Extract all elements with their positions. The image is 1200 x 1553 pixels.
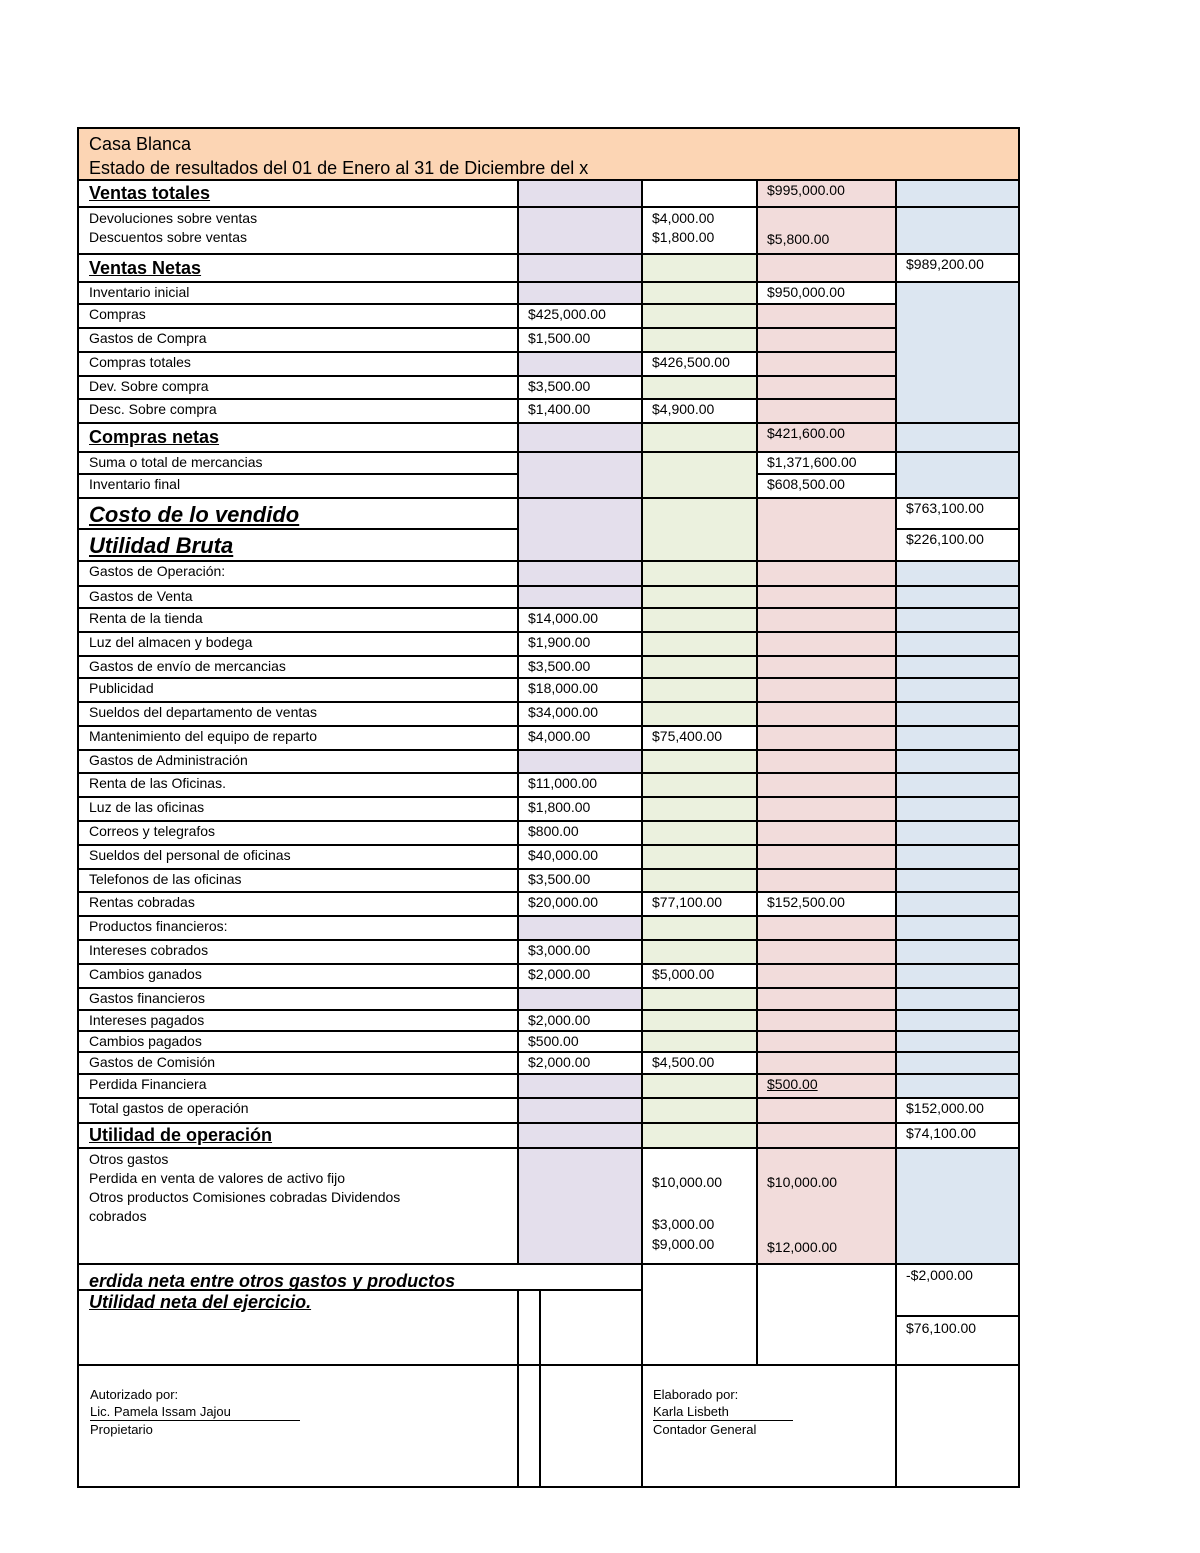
cell-c4: $763,100.00 [895, 499, 1018, 530]
row-label: Intereses pagados [89, 1012, 205, 1028]
row-label: Sueldos del personal de oficinas [89, 847, 291, 863]
row-label: Mantenimiento del equipo de reparto [89, 728, 318, 744]
cell-c1 [517, 965, 641, 987]
row-label: Desc. Sobre compra [89, 401, 217, 417]
cell-c3: $12,000.00 [767, 1239, 838, 1255]
cell-value: $3,500.00 [528, 871, 591, 887]
row-cambios-ganados [79, 965, 1018, 989]
cell-c1: $1,500.00 [517, 329, 641, 351]
row-sueldos-oficinas [79, 846, 1018, 870]
row-mantenimiento [79, 727, 1018, 751]
cell-value: $34,000.00 [528, 704, 599, 720]
cell-value: $152,500.00 [767, 894, 845, 910]
cell-value: $2,000.00 [528, 1054, 591, 1070]
row-label: Intereses cobrados [89, 942, 209, 958]
cell-value: $4,500.00 [652, 1054, 715, 1070]
row-gastos-admin [79, 751, 1018, 774]
signature-authorized [90, 1386, 300, 1438]
cell-c2: $9,000.00 [652, 1236, 715, 1252]
utilidad-neta-value: $76,100.00 [906, 1320, 977, 1336]
row-otros-gastos-productos [79, 1149, 1018, 1265]
row-label: Total gastos de operación [89, 1100, 249, 1116]
signature-prepared [653, 1386, 793, 1438]
cell-value: $74,100.00 [906, 1125, 977, 1141]
cell-value: $77,100.00 [652, 894, 723, 910]
cell-c3: $10,000.00 [767, 1174, 838, 1190]
row-gastos-operacion [79, 562, 1018, 587]
row-label: Inventario final [89, 476, 181, 492]
cell-c2: $4,000.00 [652, 210, 715, 226]
cell-c2 [641, 965, 756, 987]
row-telefonos [79, 870, 1018, 893]
row-label: Sueldos del departamento de ventas [89, 704, 318, 720]
cell-value: $18,000.00 [528, 680, 599, 696]
cell-value: $1,800.00 [528, 799, 591, 815]
row-label: Suma o total de mercancias [89, 454, 263, 470]
cell-c2 [641, 893, 756, 915]
cell-c3: $950,000.00 [756, 283, 895, 303]
cell-c1 [517, 609, 641, 631]
row-gastos-venta [79, 587, 1018, 609]
row-label: Gastos de Compra [89, 330, 207, 346]
cell-value: $11,000.00 [528, 775, 598, 791]
row-label: Correos y telegrafos [89, 823, 216, 839]
row-label: Gastos financieros [89, 990, 205, 1006]
cell-c2: $4,900.00 [641, 400, 756, 422]
cell-value: $75,400.00 [652, 728, 723, 744]
net-result-block [79, 1265, 1018, 1366]
row-label: cobrados [89, 1208, 147, 1224]
row-label: Perdida en venta de valores de activo fijo [89, 1170, 346, 1186]
signature-role: Propietario [90, 1422, 153, 1437]
cell-c1: $3,500.00 [517, 377, 641, 398]
row-label: Descuentos sobre ventas [89, 229, 247, 245]
cell-c1 [517, 798, 641, 820]
row-compras [79, 305, 1018, 329]
cell-c3 [756, 893, 895, 915]
cell-c4: $989,200.00 [895, 255, 1018, 281]
row-inventario-inicial [79, 283, 1018, 305]
cell-value: $500.00 [528, 1033, 579, 1049]
row-label: Telefonos de las oficinas [89, 871, 242, 887]
row-dev-compra [79, 377, 1018, 400]
row-total-gastos-op [79, 1099, 1018, 1124]
row-renta-oficinas [79, 774, 1018, 798]
row-label: Renta de las Oficinas. [89, 775, 226, 791]
row-label: Renta de la tienda [89, 610, 203, 626]
perdida-neta-value: -$2,000.00 [906, 1267, 973, 1283]
cell-c1 [517, 893, 641, 915]
cell-c1: $1,400.00 [517, 400, 641, 422]
row-label: Rentas cobradas [89, 894, 195, 910]
row-luz-almacen [79, 633, 1018, 657]
cell-c2: $426,500.00 [641, 353, 756, 375]
row-label: Devoluciones sobre ventas [89, 210, 258, 226]
row-compras-netas [79, 424, 1018, 453]
row-label: Gastos de Administración [89, 752, 248, 768]
signature-name: Lic. Pamela Issam Jajou [90, 1403, 300, 1421]
cell-c1 [517, 870, 641, 891]
cell-c1 [517, 1053, 641, 1073]
row-perdida-fin [79, 1075, 1018, 1099]
cell-c1 [517, 822, 641, 844]
row-ventas-netas [79, 255, 1018, 283]
row-compras-totales [79, 353, 1018, 377]
row-label: Otros productos Comisiones cobradas Dividendos [89, 1189, 401, 1205]
row-label: Cambios ganados [89, 966, 202, 982]
signature-caption: Elaborado por: [653, 1387, 739, 1402]
row-desc-compra [79, 400, 1018, 424]
cell-value: $40,000.00 [528, 847, 599, 863]
row-devoluciones-descuentos [79, 208, 1018, 255]
signature-name: Karla Lisbeth [653, 1403, 793, 1421]
row-label: Costo de lo vendido [89, 502, 300, 527]
row-intereses-pagados [79, 1011, 1018, 1032]
cell-c1 [517, 657, 641, 677]
cell-value: $500.00 [767, 1076, 818, 1092]
cell-c3: $1,371,600.00 [756, 453, 895, 473]
cell-c3: $608,500.00 [756, 475, 895, 497]
row-label: Utilidad Bruta [89, 532, 234, 558]
cell-c4 [895, 1099, 1018, 1122]
cell-value: $3,000.00 [528, 942, 591, 958]
cell-value: $800.00 [528, 823, 579, 839]
row-gastos-fin [79, 989, 1018, 1011]
row-label: Dev. Sobre compra [89, 378, 209, 394]
row-correos [79, 822, 1018, 846]
cell-c1 [517, 703, 641, 725]
cell-value: $2,000.00 [528, 966, 591, 982]
row-label: Gastos de Comisión [89, 1054, 216, 1070]
cell-c1 [517, 846, 641, 868]
cell-c2 [641, 727, 756, 749]
row-label: Gastos de envío de mercancias [89, 658, 286, 674]
row-intereses-cobrados [79, 941, 1018, 965]
row-label: Luz del almacen y bodega [89, 634, 253, 650]
row-rentas-cobradas [79, 893, 1018, 917]
row-publicidad [79, 679, 1018, 703]
row-label: Publicidad [89, 680, 154, 696]
cell-c2: $3,000.00 [652, 1216, 715, 1232]
row-label: Utilidad de operación [89, 1125, 273, 1145]
row-label: Perdida Financiera [89, 1076, 207, 1092]
row-gastos-envio [79, 657, 1018, 679]
row-label: Ventas totales [89, 183, 211, 203]
signature-block [79, 1366, 1018, 1486]
cell-c3: $995,000.00 [756, 181, 895, 206]
cell-c4 [895, 1124, 1018, 1147]
row-label: Compras netas [89, 427, 220, 447]
cell-c1 [517, 727, 641, 749]
cell-c4: $226,100.00 [895, 530, 1018, 560]
row-label: Gastos de Venta [89, 588, 193, 604]
cell-c1 [517, 774, 641, 796]
cell-value: $1,900.00 [528, 634, 591, 650]
row-cambios-pagados [79, 1032, 1018, 1053]
signature-role: Contador General [653, 1422, 757, 1437]
cell-c3: $421,600.00 [756, 424, 895, 451]
cell-value: $4,000.00 [528, 728, 591, 744]
cell-value: $152,000.00 [906, 1100, 984, 1116]
sheet-header [79, 129, 1018, 181]
cell-value: $2,000.00 [528, 1012, 591, 1028]
row-sueldos-ventas [79, 703, 1018, 727]
cell-c2 [641, 1053, 756, 1073]
row-productos-fin [79, 917, 1018, 941]
cell-c3: $5,800.00 [767, 231, 830, 247]
company-name: Casa Blanca [89, 134, 192, 154]
cell-value: $14,000.00 [528, 610, 599, 626]
cell-c1 [517, 633, 641, 655]
cell-c2: $10,000.00 [652, 1174, 723, 1190]
cell-c2: $1,800.00 [652, 229, 715, 245]
cell-c1 [517, 1011, 641, 1030]
cell-value: $20,000.00 [528, 894, 599, 910]
row-ventas-totales [79, 181, 1018, 208]
income-statement-sheet [77, 127, 1020, 1488]
row-label: Compras totales [89, 354, 191, 370]
row-label: Luz de las oficinas [89, 799, 205, 815]
cell-c1 [517, 679, 641, 701]
cell-c1 [517, 941, 641, 963]
row-label: Compras [89, 306, 146, 322]
perdida-neta-label: erdida neta entre otros gastos y productos [89, 1271, 456, 1291]
signature-caption: Autorizado por: [90, 1387, 179, 1402]
row-gastos-comision [79, 1053, 1018, 1075]
row-label: Gastos de Operación: [89, 563, 226, 579]
row-luz-oficinas [79, 798, 1018, 822]
cell-c1 [517, 1032, 641, 1051]
statement-title: Estado de resultados del 01 de Enero al 31 de Diciembre del x [89, 158, 589, 178]
cell-c3 [756, 1075, 895, 1097]
cell-value: $3,500.00 [528, 658, 591, 674]
cell-value: $5,000.00 [652, 966, 715, 982]
row-label: Ventas Netas [89, 257, 202, 278]
row-utilidad-op [79, 1124, 1018, 1149]
row-gastos-compra [79, 329, 1018, 353]
row-renta-tienda [79, 609, 1018, 633]
row-label: Inventario inicial [89, 284, 190, 300]
cell-c1: $425,000.00 [517, 305, 641, 327]
row-label: Otros gastos [89, 1151, 169, 1167]
utilidad-neta-label: Utilidad neta del ejercicio. [89, 1292, 312, 1312]
row-label: Productos financieros: [89, 918, 228, 934]
row-label: Cambios pagados [89, 1033, 202, 1049]
